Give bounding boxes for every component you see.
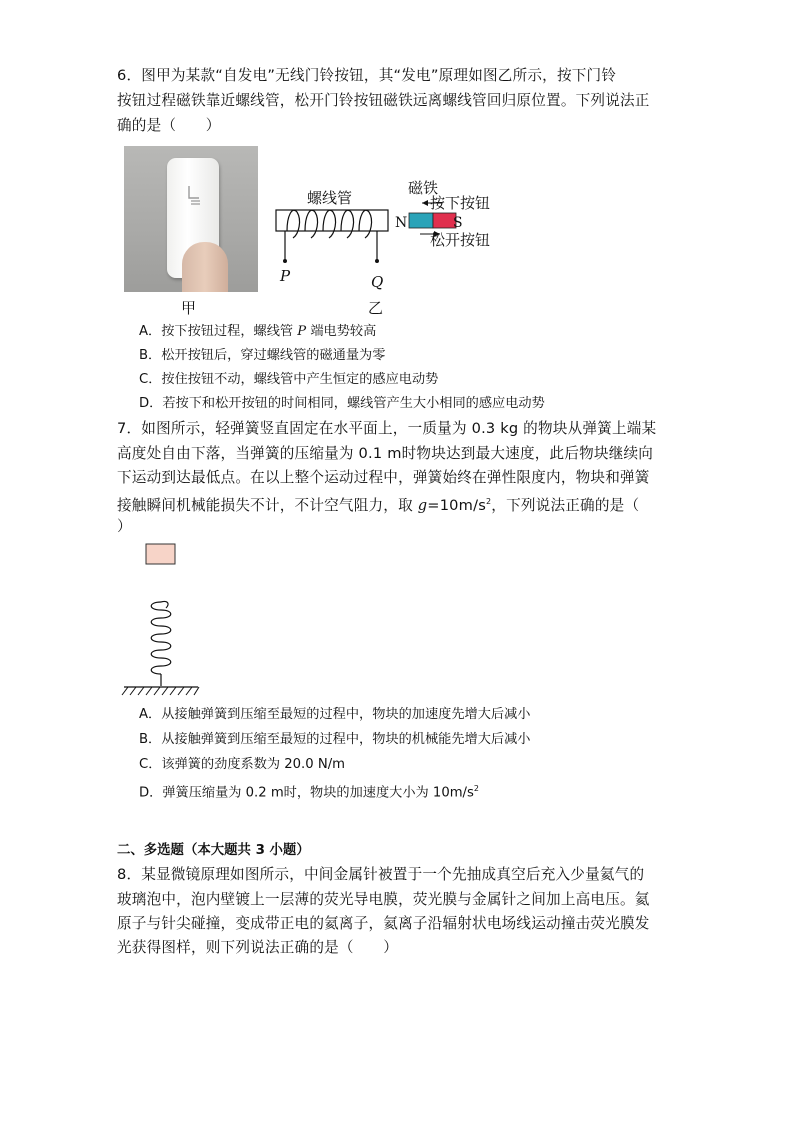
q8-stem-line2: 玻璃泡中，泡内壁镀上一层薄的荧光导电膜，荧光膜与金属针之间加上高电压。氦: [117, 891, 650, 908]
q7-stem-line1: 7．如图所示，轻弹簧竖直固定在水平面上，一质量为 0.3 kg 的物块从弹簧上端某: [117, 420, 657, 437]
q7-option-b: B．从接触弹簧到压缩至最短的过程中，物块的机械能先增大后减小: [139, 732, 531, 747]
doorbell-logo-icon: [167, 180, 219, 220]
figure-caption-yi: 乙: [368, 299, 384, 317]
solenoid-coil: [287, 210, 372, 238]
magnet-label: 磁铁: [408, 179, 439, 197]
terminal-q-label: Q: [371, 273, 384, 291]
finger-image: [182, 242, 228, 292]
terminal-q-dot: [375, 259, 379, 263]
q7-stem-line4: 接触瞬间机械能损失不计，不计空气阻力，取 $g=10m/s^2$，下列说法正确的是（: [117, 496, 640, 514]
section-title: 二、多选题（本大题共 3 小题）: [117, 843, 310, 858]
doorbell-photo: [124, 146, 258, 292]
q6-option-b: B．松开按钮后，穿过螺线管的磁通量为零: [139, 348, 386, 363]
release-label: 松开按钮: [430, 231, 491, 249]
solenoid-label: 螺线管: [307, 189, 353, 207]
terminal-p-label: P: [280, 267, 291, 285]
q6-option-d: D．若按下和松开按钮的时间相同，螺线管产生大小相同的感应电动势: [139, 396, 545, 411]
q6-option-c: C．按住按钮不动，螺线管中产生恒定的感应电动势: [139, 372, 439, 387]
q7-stem-line3: 下运动到达最低点。在以上整个运动过程中，弹簧始终在弹性限度内，物块和弹簧: [117, 469, 650, 486]
figure-caption-jia: 甲: [181, 299, 197, 317]
spring-coil: [151, 601, 171, 674]
q8-stem-line4: 光获得图样，则下列说法正确的是（ ）: [117, 939, 399, 956]
pole-s-label: S: [453, 215, 463, 231]
q6-stem-line1: 6．图甲为某款“自发电”无线门铃按钮，其“发电”原理如图乙所示，按下门铃: [117, 67, 617, 84]
q6-stem-line2: 按钮过程磁铁靠近螺线管，松开门铃按钮磁铁远离螺线管回归原位置。下列说法正: [117, 92, 650, 109]
q8-stem-line1: 8．某显微镜原理如图所示，中间金属针被置于一个先抽成真空后充入少量氦气的: [117, 866, 645, 883]
block: [146, 544, 175, 564]
magnet-n-half: [409, 213, 433, 228]
q7-option-a: A．从接触弹簧到压缩至最短的过程中，物块的加速度先增大后减小: [139, 707, 531, 722]
solenoid-diagram: [270, 176, 520, 292]
q7-option-d: D．弹簧压缩量为 0.2 m时，物块的加速度大小为 $10m/s^2$: [139, 784, 479, 801]
terminal-p-dot: [283, 259, 287, 263]
q7-stem-line2: 高度处自由下落，当弹簧的压缩量为 0.1 m时物块达到最大速度，此后物块继续向: [117, 445, 654, 462]
q6-stem-line3: 确的是（ ）: [117, 117, 221, 134]
press-label: 按下按钮: [430, 194, 491, 212]
q7-stem-line5: ）: [117, 518, 132, 535]
q7-option-c: C．该弹簧的劲度系数为 20.0 N/m: [139, 757, 345, 772]
ground-hatch: [122, 687, 199, 695]
pole-n-label: N: [395, 215, 408, 231]
spring-diagram: [118, 540, 208, 702]
q6-option-a: A．按下按钮过程，螺线管 P 端电势较高: [139, 324, 377, 339]
q8-stem-line3: 原子与针尖碰撞，变成带正电的氦离子，氦离子沿辐射状电场线运动撞击荧光膜发: [117, 915, 650, 932]
